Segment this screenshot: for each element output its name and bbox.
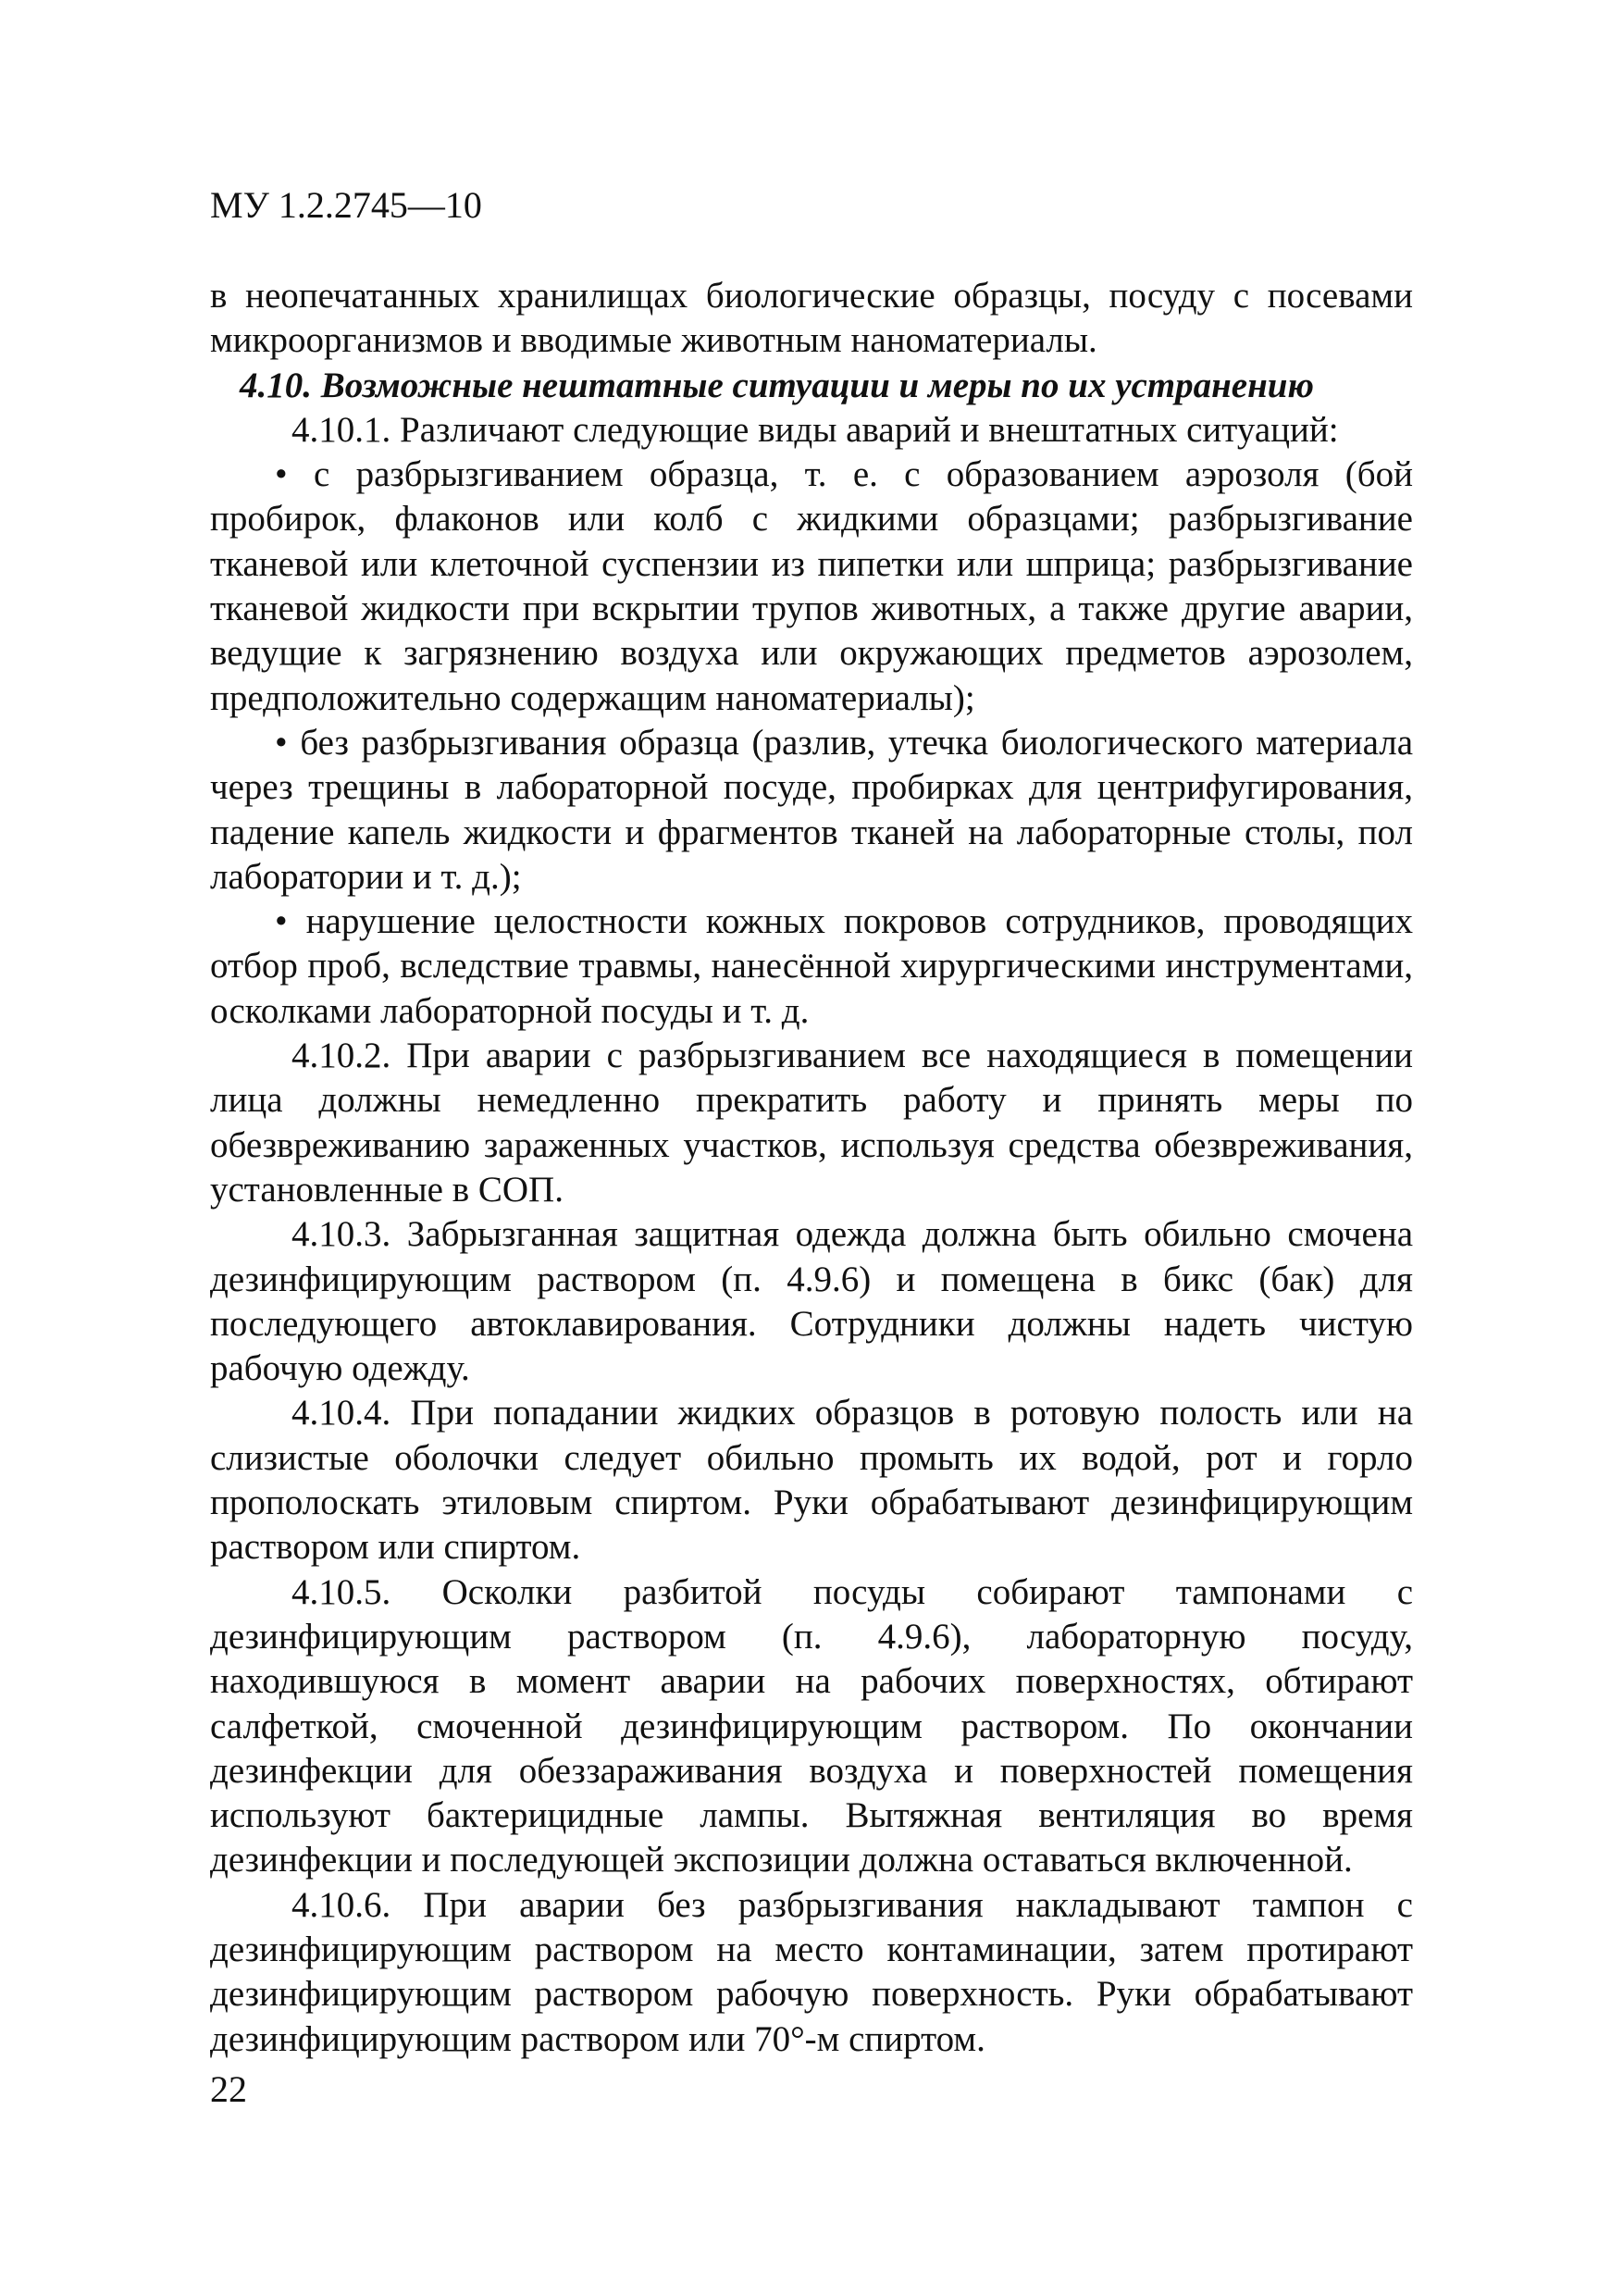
- bullet-item-splash: • с разбрызгиванием образца, т. е. с образованием аэрозоля (бой пробирок, флаконов или колб с жидкими образцами; разбрызгивание тканевой или клеточной суспензии из пипетки или шприца; разбрызгивание тканевой жидкости при вскрытии трупов животных, а также другие аварии, ведущие к загрязнению воздуха или окружающих предметов аэрозолем, предположительно содержащим наноматериалы);: [210, 454, 1413, 718]
- paragraph-4-10-2: 4.10.2. При аварии с разбрызгиванием все находящиеся в помещении лица должны немедленно прекратить работу и принять меры по обезвреживанию зараженных участков, используя средства обезвреживания, установленные в СОП.: [210, 1036, 1413, 1210]
- page-number: 22: [210, 2068, 247, 2110]
- paragraph-4-10-5: 4.10.5. Осколки разбитой посуды собирают тампонами с дезинфицирующим раствором (п. 4.9.6), лабораторную посуду, находившуюся в момент аварии на рабочих поверхностях, обтирают салфеткой, смоченной дезинфицирующим раствором. По окончании дезинфекции для обеззараживания воздуха и поверхностей помещения используют бактерицидные лампы. Вытяжная вентиляция во время дезинфекции и последующей экспозиции должна оставаться включенной.: [210, 1571, 1413, 1880]
- document-code-header: МУ 1.2.2745—10: [210, 184, 482, 226]
- paragraph-continuation: в неопечатанных хранилищах биологические образцы, посуду с посевами микроорганизмов и вводимые животным наноматериалы.: [210, 276, 1413, 361]
- paragraph-4-10-4: 4.10.4. При попадании жидких образцов в ротовую полость или на слизистые оболочки следует обильно промыть их водой, рот и горло прополоскать этиловым спиртом. Руки обрабатывают дезинфицирующим раствором или спиртом.: [210, 1393, 1413, 1568]
- bullet-item-skin-injury: • нарушение целостности кожных покровов сотрудников, проводящих отбор проб, вследствие травмы, нанесённой хирургическими инструментами, осколками лабораторной посуды и т. д.: [210, 901, 1413, 1031]
- paragraph-4-10-3: 4.10.3. Забрызганная защитная одежда должна быть обильно смочена дезинфицирующим раствором (п. 4.9.6) и помещена в бикс (бак) для последующего автоклавирования. Сотрудники должны надеть чистую рабочую одежду.: [210, 1214, 1413, 1389]
- bullet-item-no-splash: • без разбрызгивания образца (разлив, утечка биологического материала через трещины в лабораторной посуде, пробирках для центрифугирования, падение капель жидкости и фрагментов тканей на лабораторные столы, пол лаборатории и т. д.);: [210, 722, 1413, 897]
- document-body: [210, 274, 1413, 2062]
- paragraph-4-10-6: 4.10.6. При аварии без разбрызгивания накладывают тампон с дезинфицирующим раствором на место контаминации, затем протирают дезинфицирующим раствором рабочую поверхность. Руки обрабатывают дезинфицирующим раствором или 70°-м спиртом.: [210, 1884, 1413, 2059]
- section-heading: 4.10. Возможные нештатные ситуации и меры по их устранению: [240, 365, 1314, 405]
- paragraph-4-10-1: 4.10.1. Различают следующие виды аварий и внештатных ситуаций:: [291, 409, 1339, 450]
